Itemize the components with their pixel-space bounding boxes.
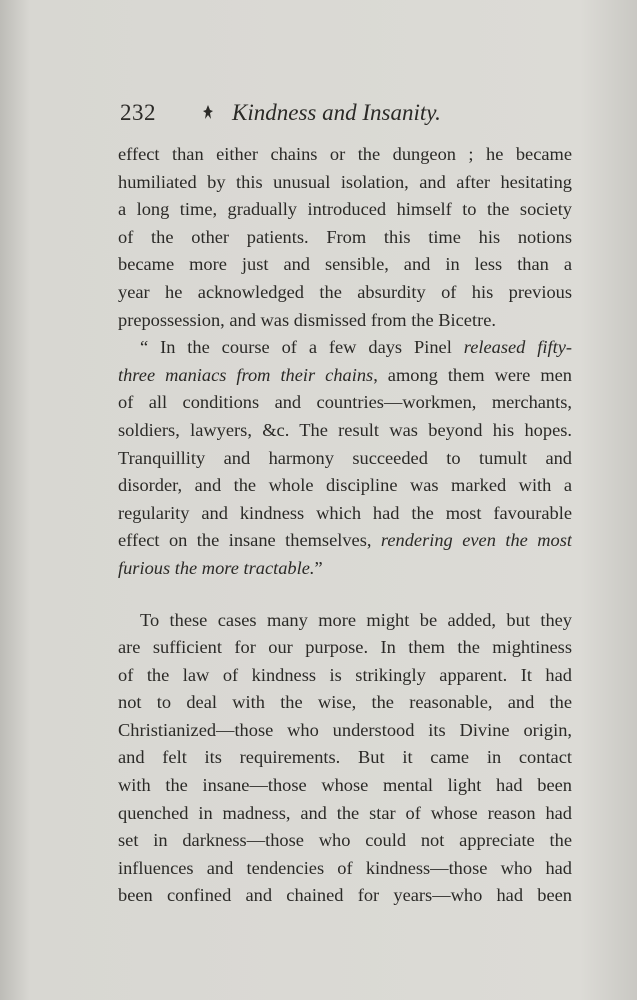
italic-run: three maniacs from their chains: [118, 364, 374, 385]
paragraph-2-quotation: [118, 334, 572, 582]
text-run: “ In the course of a few days Pinel: [140, 337, 464, 358]
text-line: To these cases many more might be added, but they: [140, 609, 572, 630]
italic-run: furious the more tractable.: [118, 557, 315, 578]
text-line: influences and tendencies of kindness—those who had: [118, 857, 572, 878]
text-line: disorder, and the whole discipline was marked with a: [118, 475, 572, 496]
text-line: Tranquillity and harmony succeeded to tumult and: [118, 447, 572, 468]
paragraph-3: [118, 607, 572, 911]
text-line: [118, 362, 572, 390]
running-head-title: Kindness and Insanity.: [232, 100, 441, 125]
text-line: [118, 334, 572, 362]
text-run: ”: [314, 557, 323, 578]
text-line: not to deal with the wise, the reasonable, and the: [118, 692, 572, 713]
page-number: 232: [120, 100, 156, 125]
text-line: with the insane—those whose mental light had been: [118, 775, 572, 796]
text-line: effect than either chains or the dungeon ; he became: [118, 144, 572, 164]
text-run: , among them were men: [373, 364, 572, 385]
text-line: set in darkness—those who could not appreciate the: [118, 830, 572, 851]
text-line: quenched in madness, and the star of whose reason had: [118, 802, 572, 823]
text-line: regularity and kindness which had the most favourable: [118, 502, 572, 523]
text-line: are sufficient for our purpose. In them the mightiness: [118, 637, 572, 658]
text-line: a long time, gradually introduced himself to the society: [118, 199, 572, 220]
text-line: of the law of kindness is strikingly apparent. It had: [118, 664, 572, 685]
text-run: effect on the insane themselves,: [118, 530, 381, 551]
printer-ornament-icon: [202, 104, 214, 120]
text-line: of the other patients. From this time his notions: [118, 226, 572, 247]
text-line: soldiers, lawyers, &c. The result was beyond his hopes.: [118, 419, 572, 440]
text-line: [118, 527, 572, 555]
text-line: been confined and chained for years—who had been: [118, 885, 572, 906]
paragraph-gap: [118, 583, 572, 607]
text-line: and felt its requirements. But it came in contact: [118, 747, 572, 768]
text-line: Christianized—those who understood its Divine origin,: [118, 719, 572, 740]
italic-run: released fifty-: [463, 337, 572, 358]
text-line: prepossession, and was dismissed from the Bicetre.: [118, 309, 496, 330]
text-line: of all conditions and countries—workmen, merchants,: [118, 392, 572, 413]
body-text: [118, 141, 572, 910]
text-line: humiliated by this unusual isolation, and after hesitating: [118, 171, 572, 192]
text-line: year he acknowledged the absurdity of his previous: [118, 281, 572, 302]
page-header: [120, 96, 460, 130]
text-line: became more just and sensible, and in less than a: [118, 254, 572, 275]
paragraph-1: [118, 141, 572, 334]
text-line: [118, 555, 572, 583]
italic-run: rendering even the most: [380, 530, 572, 551]
